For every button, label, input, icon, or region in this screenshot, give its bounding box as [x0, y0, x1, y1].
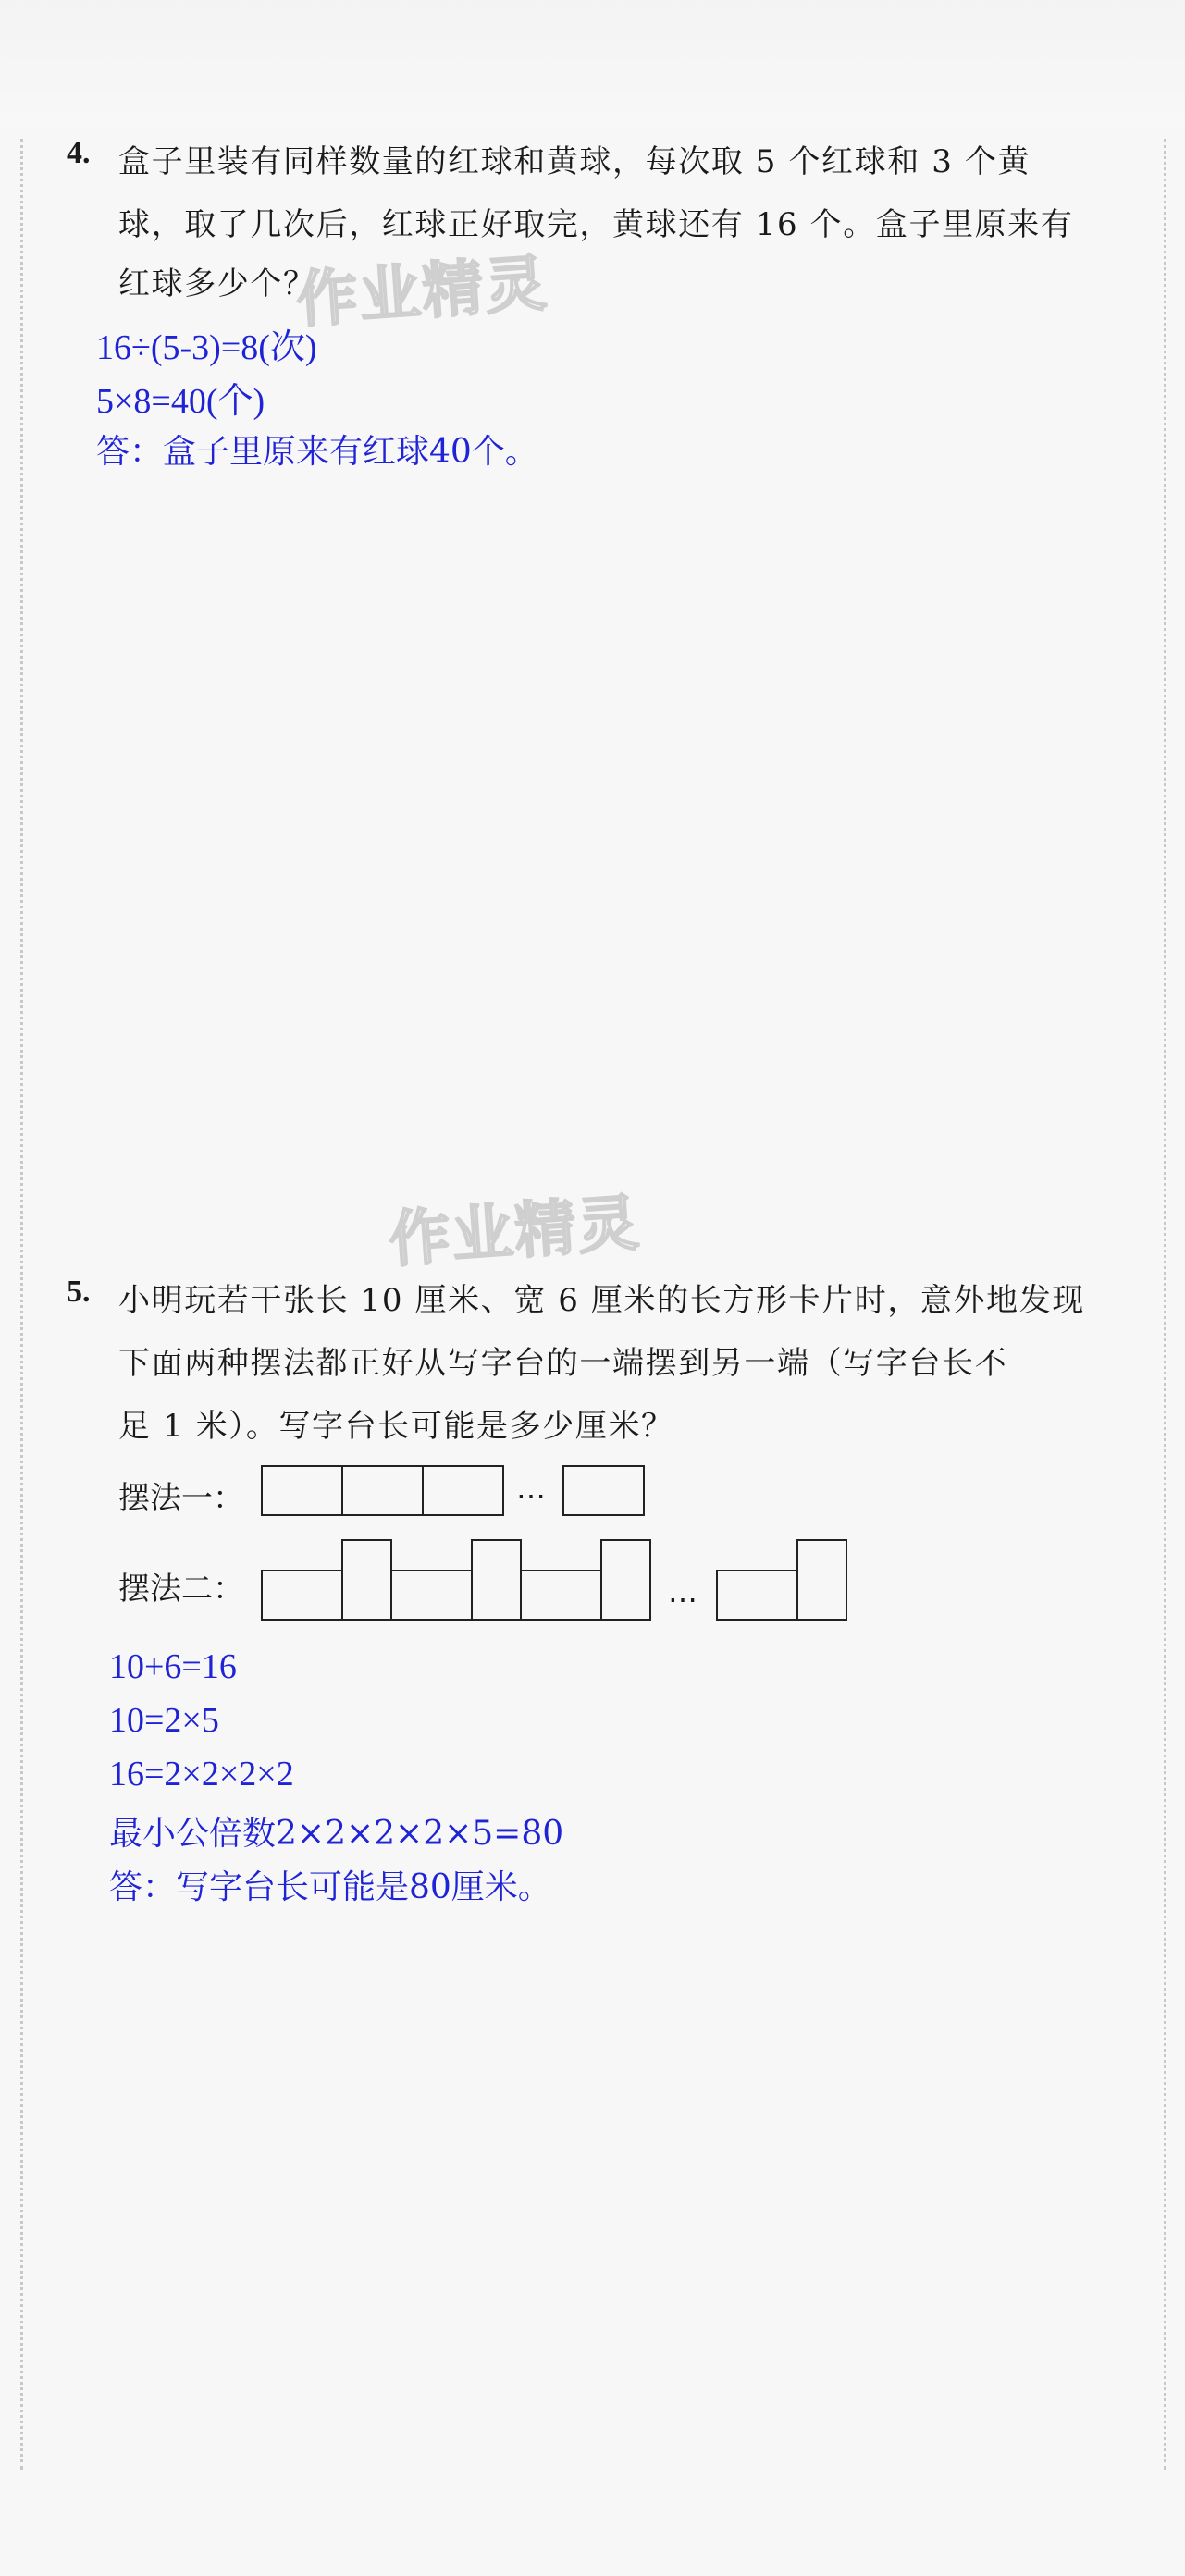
card-horizontal	[422, 1465, 504, 1516]
card-horizontal	[261, 1570, 343, 1621]
ellipsis: …	[668, 1574, 697, 1609]
card-horizontal	[261, 1465, 343, 1516]
right-dotted-margin	[1164, 139, 1166, 2470]
question-4-answer-1: 16÷(5-3)=8(次)	[96, 328, 317, 367]
card-vertical	[341, 1539, 392, 1621]
question-5-answer-4: 最小公倍数2×2×2×2×5=80	[109, 1815, 564, 1853]
card-horizontal	[562, 1465, 645, 1516]
question-4-line-1: 盒子里装有同样数量的红球和黄球，每次取 5 个红球和 3 个黄	[118, 143, 1031, 180]
card-horizontal	[716, 1570, 798, 1621]
card-horizontal	[341, 1465, 424, 1516]
card-vertical	[796, 1539, 847, 1621]
method-1-label: 摆法一：	[118, 1480, 244, 1517]
card-vertical	[471, 1539, 522, 1621]
card-horizontal	[520, 1570, 602, 1621]
question-5-line-3: 足 1 米）。写字台长可能是多少厘米？	[118, 1408, 674, 1445]
question-5-line-1: 小明玩若干张长 10 厘米、宽 6 厘米的长方形卡片时，意外地发现	[118, 1282, 1085, 1319]
question-4-answer-2: 5×8=40(个)	[96, 382, 265, 421]
watermark-logo: 作业精灵	[387, 1187, 643, 1276]
question-4-number: 4.	[67, 136, 91, 170]
question-4-line-2: 球，取了几次后，红球正好取完，黄球还有 16 个。盒子里原来有	[118, 206, 1074, 243]
question-5-answer-3: 16=2×2×2×2	[109, 1755, 294, 1793]
question-5-line-2: 下面两种摆法都正好从写字台的一端摆到另一端（写字台长不	[118, 1345, 1008, 1382]
card-vertical	[600, 1539, 651, 1621]
ellipsis: …	[516, 1471, 546, 1506]
left-dotted-margin	[20, 139, 23, 2470]
question-5-number: 5.	[67, 1275, 91, 1309]
question-4-line-3: 红球多少个？	[118, 265, 316, 302]
method-2-label: 摆法二：	[118, 1571, 244, 1608]
watermark-logo: 作业精灵	[294, 247, 550, 337]
question-5-answer-5: 答：写字台长可能是80厘米。	[109, 1868, 551, 1906]
question-4-answer-3: 答：盒子里原来有红球40个。	[96, 433, 538, 471]
question-5-answer-2: 10=2×5	[109, 1701, 219, 1740]
question-5-answer-1: 10+6=16	[109, 1647, 237, 1686]
card-horizontal	[390, 1570, 473, 1621]
page-top-band	[0, 0, 1185, 129]
